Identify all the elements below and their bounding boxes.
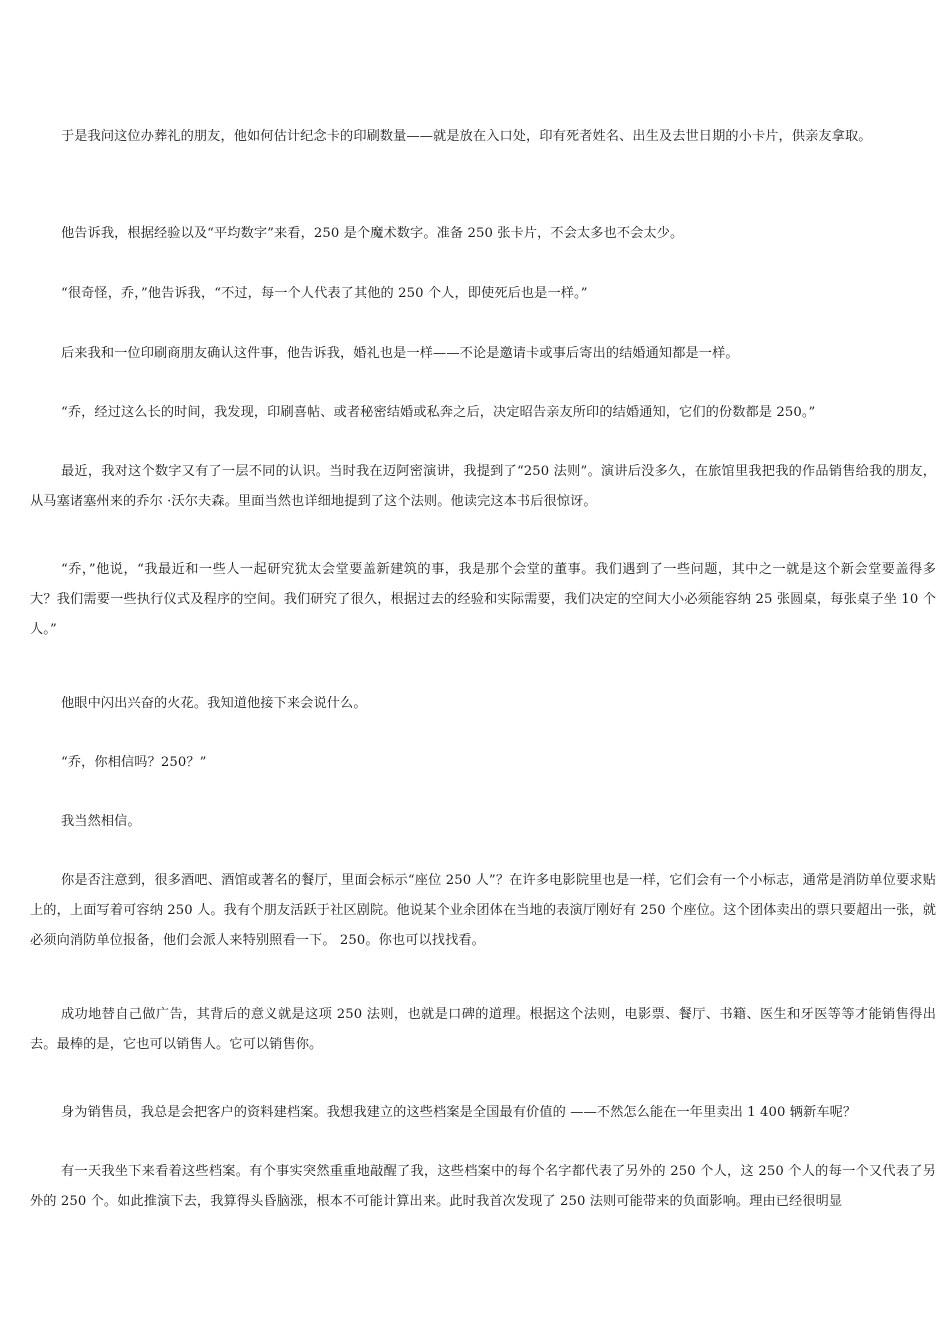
paragraph-1: 于是我问这位办葬礼的朋友，他如何估计纪念卡的印刷数量——就是放在入口处，印有死者姓名、出生及去世日期的小卡片，供亲友拿取。 <box>61 129 872 144</box>
paragraph-4: 后来我和一位印刷商朋友确认这件事，他告诉我，婚礼也是一样——不论是邀请卡或事后寄出的结婚通知都是一样。 <box>61 346 739 361</box>
paragraph-7: “乔，”他说，“我最近和一些人一起研究犹太会堂要盖新建筑的事，我是那个会堂的董事。我们遇到了一些问题，其中之一就是这个新会堂要盖得多大？我们需要一些执行仪式及程序的空间。我们研究了很久，根据过去的经验和实际需要，我们决定的空间大小必须能容纳 25 张圆桌，每张桌子坐 10 个人。” <box>30 562 936 637</box>
paragraph-5: “乔，经过这么长的时间，我发现，印刷喜帖、或者秘密结婚或私奔之后，决定昭告亲友所印的结婚通知，它们的份数都是 250。” <box>61 405 816 420</box>
paragraph-3: “很奇怪，乔，”他告诉我，“不过，每一个人代表了其他的 250 个人，即使死后也是一样。” <box>61 286 588 301</box>
paragraph-2: 他告诉我，根据经验以及“平均数字”来看，250 是个魔术数字。准备 250 张卡片，不会太多也不会太少。 <box>61 226 684 241</box>
paragraph-9: “乔，你相信吗？250？” <box>61 755 207 770</box>
paragraph-12: 成功地替自己做广告，其背后的意义就是这项 250 法则，也就是口碑的道理。根据这个法则，电影票、餐厅、书籍、医生和牙医等等才能销售得出去。最棒的是，它也可以销售人。它可以销售你。 <box>30 1007 936 1052</box>
paragraph-6: 最近，我对这个数字又有了一层不同的认识。当时我在迈阿密演讲，我提到了“250 法则”。演讲后没多久，在旅馆里我把我的作品销售给我的朋友，从马塞诸塞州来的乔尔 ·沃尔夫森。里面当然也详细地提到了这个法则。他读完这本书后很惊讶。 <box>30 464 936 509</box>
paragraph-14: 有一天我坐下来看着这些档案。有个事实突然重重地敲醒了我，这些档案中的每个名字都代表了另外的 250 个人，这 250 个人的每一个又代表了另外的 250 个。如此推演下去，我算得头昏脑涨，根本不可能计算出来。此时我首次发现了 250 法则可能带来的负面影响。理由已经很明显 <box>30 1164 936 1209</box>
paragraph-10: 我当然相信。 <box>61 814 141 829</box>
paragraph-13: 身为销售员，我总是会把客户的资料建档案。我想我建立的这些档案是全国最有价值的 ——不然怎么能在一年里卖出 1 400 辆新车呢？ <box>61 1105 857 1120</box>
paragraph-11: 你是否注意到，很多酒吧、酒馆或著名的餐厅，里面会标示“座位 250 人”？在许多电影院里也是一样，它们会有一个小标志，通常是消防单位要求贴上的，上面写着可容纳 250 人。我有个朋友活跃于社区剧院。他说某个业余团体在当地的表演厅刚好有 250 个座位。这个团体卖出的票只要超出一张，就必须向消防单位报备，他们会派人来特别照看一下。 250。你也可以找找看。 <box>30 873 936 948</box>
paragraph-8: 他眼中闪出兴奋的火花。我知道他接下来会说什么。 <box>61 696 367 711</box>
